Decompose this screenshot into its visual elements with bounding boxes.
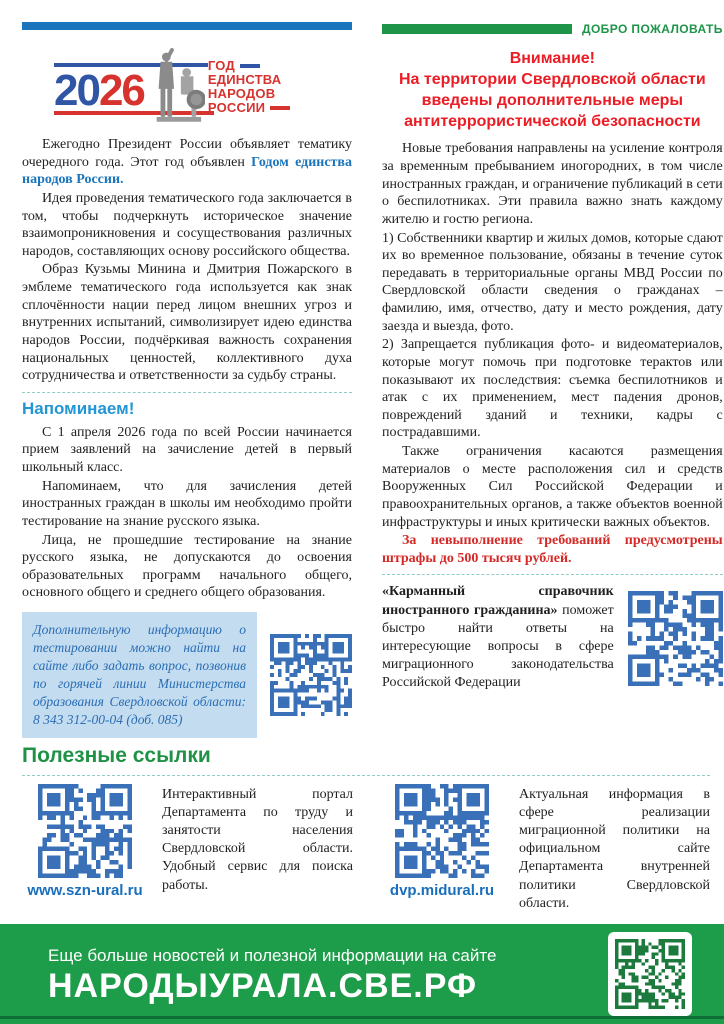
testing-info-qr-code <box>270 634 352 716</box>
security-alert-heading <box>386 48 719 132</box>
right-column <box>382 22 723 738</box>
dashed-divider <box>382 574 723 575</box>
dvp-midural-qr-code <box>395 784 489 878</box>
highlight-year-of-unity: Годом единства народов России. <box>22 154 352 188</box>
paragraph-rule-2-publication-ban: 2) Запрещается публикация фото- и видеоматериалов, которые могут помочь при подготовке терактов или показывают их последствия: съемка беспилотников и атак с их применением, мест падения дронов, повреждений зданий и техники, кадры с пострадавшими. <box>382 337 723 441</box>
paragraph-fines-warning: За невыполнение требований предусмотрены штрафы до 500 тысяч рублей. <box>382 533 723 566</box>
dashed-divider <box>22 392 352 393</box>
paragraph-new-requirements: Новые требования направлены на усиление контроля за временным пребыванием иногородних, в том числе иностранных граждан, и ограничение публикаций в сети о беспилотниках. Эти правила важно знать каждому жителю и гостю региона. <box>382 141 723 227</box>
paragraph-school-enrollment: С 1 апреля 2026 года по всей России начинается прием заявлений на зачисление детей в первый школьный класс. <box>22 424 352 475</box>
footer-tagline: Еще больше новостей и полезной информации на сайте <box>48 945 497 965</box>
paragraph-language-test-requirement: Напоминаем, что для зачисления детей иностранных граждан в школы им необходимо пройти тестирование на знание русского языка. <box>22 478 352 529</box>
link-item-szn-ural <box>22 784 353 913</box>
szn-ural-description: Интерактивный портал Департамента по труду и занятости населения Свердловской области. Удобный сервис для поиска работы. <box>162 786 353 893</box>
paragraph-year-announcement: Ежегодно Президент России объявляет тематику очередного года. Этот год объявлен Годом единства народов России. <box>22 137 352 188</box>
handbook-block <box>382 583 723 692</box>
paragraph-rule-1-landlords: 1) Собственники квартир и жилых домов, которые сдают их во временное пользование, обязаны в течение суток передавать в территориальные органы МВД России по Свердловской области сведения о гражданах – фамилию, имя, отчество, дату и место рождения, дату заезда и выезда, фото. <box>382 230 723 334</box>
paragraph-emblem-meaning: Образ Кузьмы Минина и Дмитрия Пожарского в эмблеме тематического года используется как знак сплочённости нации перед лицом внешних угроз и внутренних испытаний, символизирует идею единства народов России, подчёркивая важность сохранения национальных ценностей, коллективного духа сотрудничества и ответственности за судьбу страны. <box>22 262 352 384</box>
logo-caption-blue-dash <box>240 64 260 68</box>
year-2026-logo <box>54 46 320 124</box>
paragraph-year-idea: Идея проведения тематического года заключается в том, чтобы подчеркнуть историческое значение взаимопроникновения и сосуществования различных народов, составляющих основу российского общества. <box>22 190 352 259</box>
dvp-midural-link[interactable]: dvp.midural.ru <box>389 881 495 899</box>
minin-pozharsky-statue-image <box>147 46 205 124</box>
green-accent-bar <box>382 24 572 34</box>
useful-links-heading: Полезные ссылки <box>22 743 211 767</box>
handbook-title: «Карманный справочник иностранного гражданина» <box>382 584 614 618</box>
footer-banner <box>0 924 724 1024</box>
handbook-qr-code <box>628 591 723 686</box>
left-column <box>22 22 352 738</box>
blue-accent-bar <box>22 22 352 30</box>
footer-qr-box <box>608 932 692 1016</box>
dashed-divider <box>22 775 710 776</box>
paragraph-test-failure-consequence: Лица, не прошедшие тестирование на знание русского языка, не допускаются до освоения образовательных программ начального общего, основного общего и среднего общего образования. <box>22 532 352 601</box>
welcome-label: ДОБРО ПОЖАЛОВАТЬ <box>582 22 723 36</box>
footer-site-url[interactable]: НАРОДЫУРАЛА.СВЕ.РФ <box>48 966 477 1005</box>
reminder-heading: Напоминаем! <box>22 398 135 418</box>
testing-info-box: Дополнительную информацию о тестировании можно найти на сайте либо задать вопрос, позвонив по горячей линии Министерства образования Свердловской области: 8 343 312-00-04 (доб. 085) <box>22 612 257 738</box>
paragraph-military-objects-restriction: Также ограничения касаются размещения материалов о месте расположения сил и средств Вооруженных Сил Российской Федерации и правоохранительных органов, а также объектов военной инфраструктуры и иных критически важных объектов. <box>382 444 723 530</box>
useful-links-section <box>0 738 724 913</box>
dvp-midural-description: Актуальная информация в сфере реализации миграционной политики на официальном сайте Департамента внутренней политики Свердловской области. <box>519 786 710 911</box>
szn-ural-qr-code <box>38 784 132 878</box>
logo-caption: ГОД ЕДИНСТВА НАРОДОВ РОССИИ <box>208 59 290 115</box>
footer-qr-code <box>615 939 685 1009</box>
logo-caption-red-dash <box>270 106 290 110</box>
welcome-header <box>382 22 723 36</box>
testing-info-block <box>22 612 352 738</box>
szn-ural-link[interactable]: www.szn-ural.ru <box>27 881 143 899</box>
handbook-description: «Карманный справочник иностранного гражданина» поможет быстро найти ответы на интересующие вопросы в сфере миграционного законодательства Российской Федерации <box>382 584 614 691</box>
alert-title: Внимание! <box>509 50 596 67</box>
alert-subtitle: На территории Свердловской области введены дополнительные меры антитеррористической безопасности <box>399 71 706 131</box>
link-item-dvp-midural <box>379 784 710 913</box>
logo-year-2026: 2026 <box>54 66 144 115</box>
